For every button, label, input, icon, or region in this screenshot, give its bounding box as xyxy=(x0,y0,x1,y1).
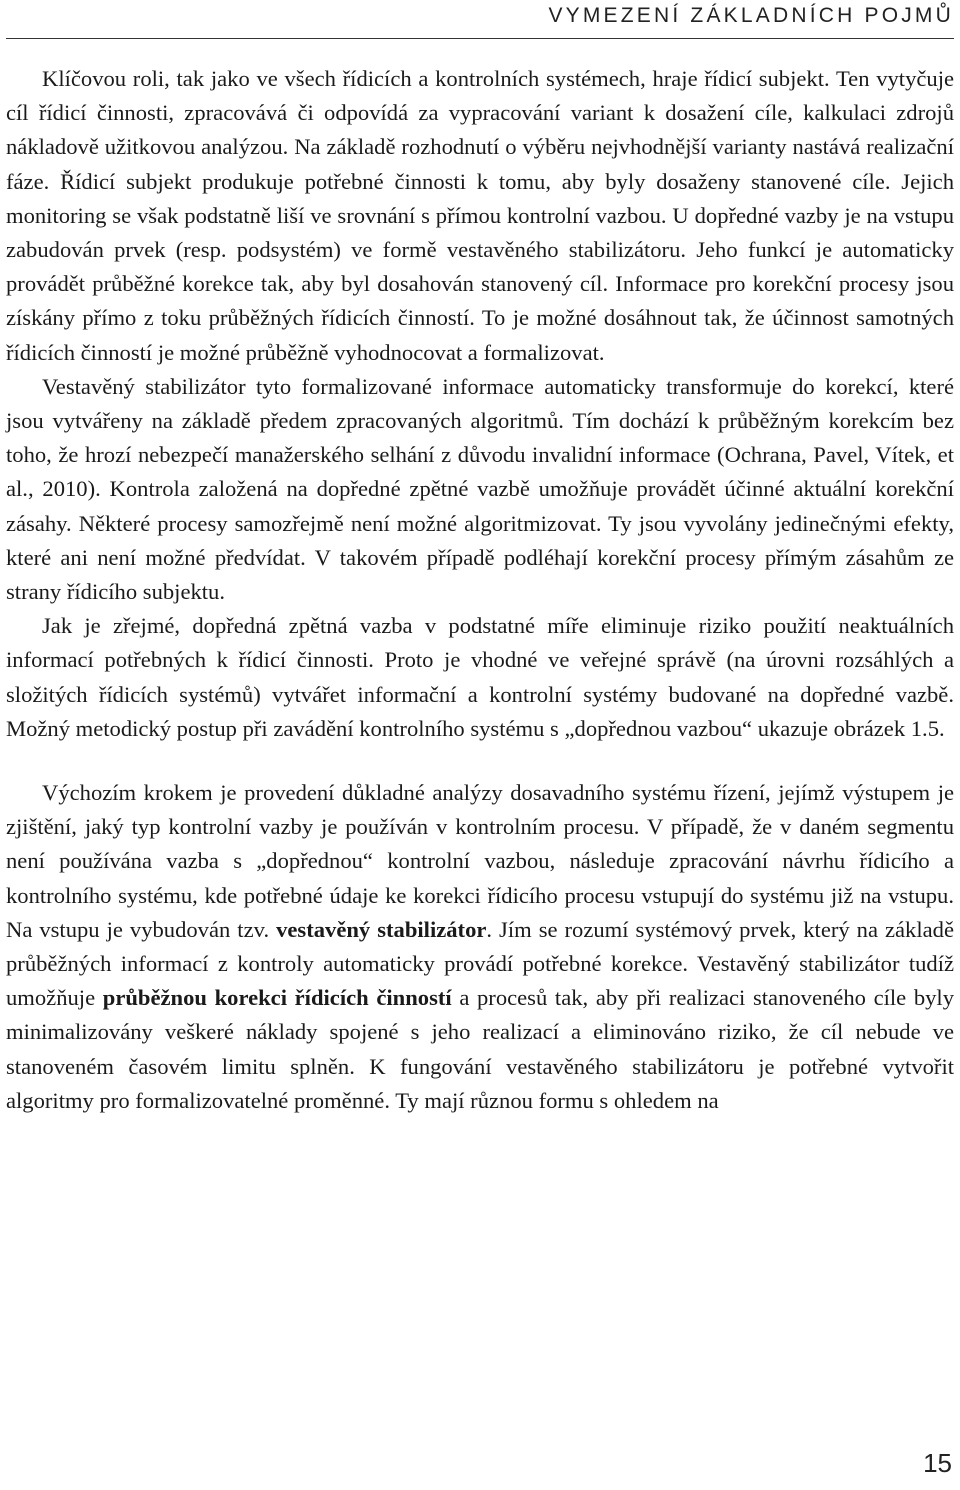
term-continuous-correction: průběžnou korekci řídicích činností xyxy=(102,985,452,1011)
paragraph-2: Vestavěný stabilizátor tyto formalizované informace automaticky transformuje do korekcí, které jsou vytvářeny na základě předem zpracovaných algoritmů. Tím dochází k průběžným korekcím bez toho, že hrozí nebezpečí manažerského selhání z důvodu invalidní informace (Ochrana, Pavel, Vítek, et al., 2010). Kontrola založená na dopředné zpětné vazbě umožňuje provádět účinné aktuální korekční zásahy. Některé procesy samozřejmě není možné algoritmizovat. Ty jsou vyvolány jedinečnými efekty, které ani není možné předvídat. V takovém případě podléhají korekční procesy přímým zásahům ze strany řídicího subjektu. xyxy=(6,373,954,605)
paragraph-4-part-2: . Jím se rozumí systémový prvek, který na základě průběžných informací z kontroly automaticky provádí potřebné korekce. Vestavěný stabilizátor tudíž umožňuje xyxy=(6,916,954,1011)
page-number: 15 xyxy=(923,1448,952,1478)
running-header-title: VYMEZENÍ ZÁKLADNÍCH POJMŮ xyxy=(548,4,954,27)
paragraph-4-part-3: a procesů tak, aby při realizaci stanoveného cíle byly minimalizovány veškeré náklady spojené s jeho realizací a eliminováno riziko, že cíl nebude ve stanoveném časovém limitu splněn. K fungování vestavěného stabilizátoru je potřebné vytvořit algoritmy pro formalizovatelné proměnné. Ty mají různou formu s ohledem na xyxy=(6,985,954,1113)
paragraph-3: Jak je zřejmé, dopředná zpětná vazba v podstatné míře eliminuje riziko použití neaktuálních informací potřebných k řídicí činnosti. Proto je vhodné ve veřejné správě (na úrovni rozsáhlých a složitých řídicích systémů) vytvářet informační a kontrolní systémy budované na dopředné vazbě. Možný metodický postup při zavádění kontrolního systému s „dopřednou vazbou“ ukazuje obrázek 1.5. xyxy=(6,613,954,741)
body-text xyxy=(6,62,954,1118)
term-built-in-stabilizer: vestavěný stabilizátor xyxy=(276,916,487,942)
paragraph-4 xyxy=(6,776,954,1118)
paragraph-1: Klíčovou roli, tak jako ve všech řídicích a kontrolních systémech, hraje řídicí subjekt. Ten vytyčuje cíl řídicí činnosti, zpracovává či odpovídá za vypracování variant k dosažení cíle, kalkulaci zdrojů nákladově užitkovou analýzou. Na základě rozhodnutí o výběru nejvhodnější varianty nastává realizační fáze. Řídicí subjekt produkuje potřebné činnosti k tomu, aby byly dosaženy stanovené cíle. Jejich monitoring se však podstatně liší ve srovnání s přímou kontrolní vazbou. U dopředné vazby je na vstupu zabudován prvek (resp. podsystém) ve formě vestavěného stabilizátoru. Jeho funkcí je automaticky provádět průběžné korekce tak, aby byl dosahován stanovený cíl. Informace pro korekční procesy jsou získány přímo z toku průběžných řídicích činností. To je možné dosáhnout tak, že účinnost samotných řídicích činností je možné průběžně vyhodnocovat a formalizovat. xyxy=(6,66,954,365)
header-divider xyxy=(6,38,954,39)
paragraph-4-part-1: Výchozím krokem je provedení důkladné analýzy dosavadního systému řízení, jejímž výstupem je zjištění, jaký typ kontrolní vazby je používán v kontrolním procesu. V případě, že v daném segmentu není používána vazba s „dopřednou“ kontrolní vazbou, následuje zpracování návrhu řídicího a kontrolního systému, kde potřebné údaje ke korekci řídicího procesu vstupují do systému již na vstupu. Na vstupu je vybudován tzv. xyxy=(6,780,954,942)
